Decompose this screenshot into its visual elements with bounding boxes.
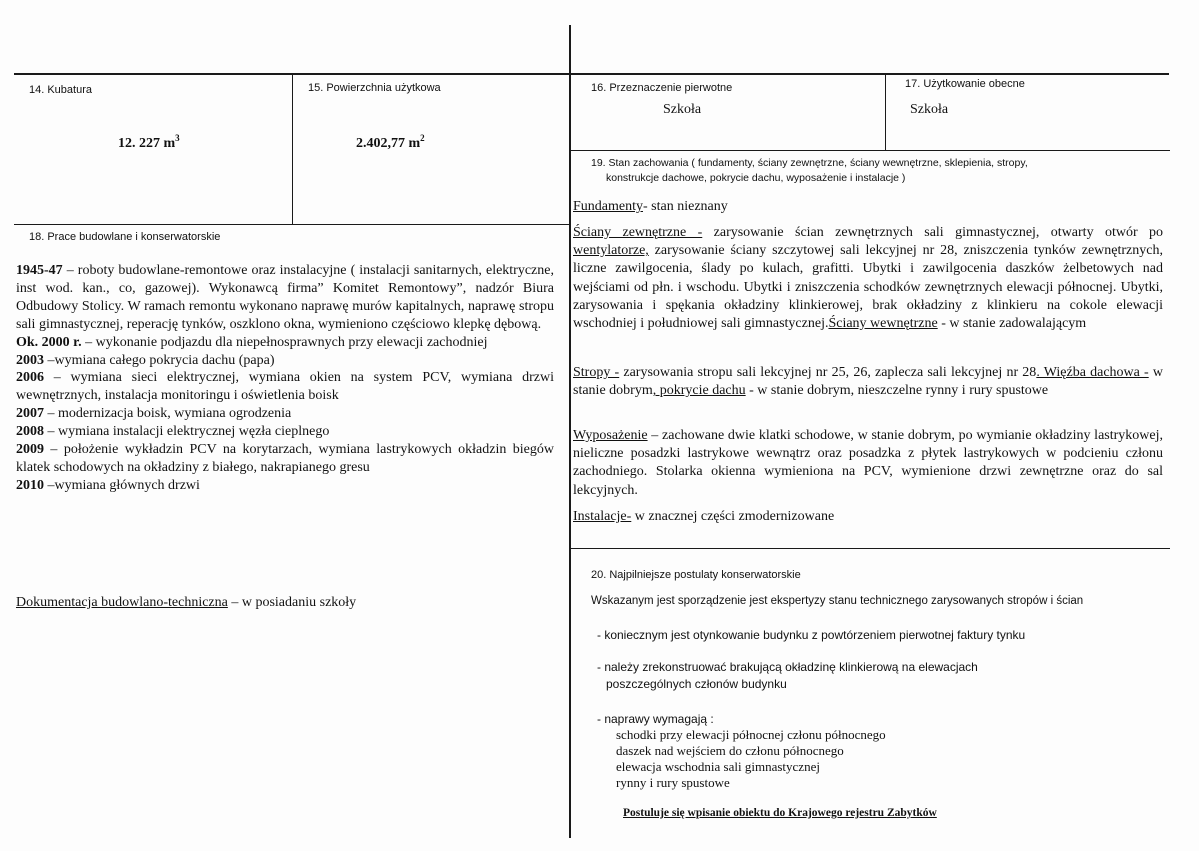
- left-mid-rule: [14, 224, 569, 225]
- powierzchnia-label: 15. Powierzchnia użytkowa: [308, 82, 441, 94]
- dokumentacja-line: Dokumentacja budowlano-techniczna – w posiadaniu szkoły: [16, 595, 357, 610]
- fundamenty-line: Fundamenty- stan nieznany: [573, 199, 728, 214]
- uzytkowanie-value: Szkoła: [910, 102, 949, 117]
- stan-label-line2: konstrukcje dachowe, pokrycie dachu, wyposażenie i instalacje ): [606, 172, 906, 184]
- right-box-divider: [885, 74, 886, 150]
- postulaty-item: elewacja wschodnia sali gimnastycznej: [616, 759, 820, 774]
- postulaty-label: 20. Najpilniejsze postulaty konserwatorskie: [591, 569, 801, 581]
- postulaty-naprawy: - naprawy wymagają :: [597, 712, 714, 726]
- postulaty-line3b: poszczególnych członów budynku: [606, 677, 787, 691]
- stan-label-line1: 19. Stan zachowania ( fundamenty, ściany zewnętrzne, ściany wewnętrzne, sklepienia, stropy,: [591, 157, 1028, 169]
- prace-label: 18. Prace budowlane i konserwatorskie: [29, 231, 221, 243]
- kubatura-value: 12. 227 $m^3$: [118, 133, 180, 151]
- postulaty-final: Postuluje się wpisanie obiektu do Krajowego rejestru Zabytków: [623, 807, 937, 819]
- postulaty-item: rynny i rury spustowe: [616, 775, 730, 790]
- postulaty-line2: - koniecznym jest otynkowanie budynku z powtórzeniem pierwotnej faktury tynku: [597, 628, 1026, 642]
- uzytkowanie-label: 17. Użytkowanie obecne: [905, 78, 1025, 90]
- prace-entry: Ok. 2000 r. – wykonanie podjazdu dla niepełnosprawnych przy elewacji zachodniej: [16, 334, 488, 350]
- postulaty-item: daszek nad wejściem do członu północnego: [616, 743, 844, 758]
- prace-entry: 2003 –wymiana całego pokrycia dachu (papa): [16, 352, 275, 368]
- przeznaczenie-value: Szkoła: [663, 102, 702, 117]
- przeznaczenie-label: 16. Przeznaczenie pierwotne: [591, 82, 733, 94]
- right-mid-rule: [570, 150, 1170, 151]
- stropy-para: Stropy - zarysowania stropu sali lekcyjnej nr 25, 26, zaplecza sali lekcyjnej nr 28. Więźba dachowa - w stanie dobrym, pokrycie dachu - w stanie dobrym, nieszczelne rynny i rury spustowe: [573, 365, 1163, 399]
- kubatura-label: 14. Kubatura: [29, 84, 92, 96]
- prace-entry: 2009 – położenie wykładzin PCV na korytarzach, wymiana lastrykowych okładzin biegów klatek schodowych na okładziny z białego, nakrapianego gresu: [16, 442, 554, 475]
- instalacje-line: Instalacje- w znacznej części zmodernizowane: [573, 509, 835, 524]
- prace-entry: 2008 – wymiana instalacji elektrycznej węzła cieplnego: [16, 424, 330, 440]
- powierzchnia-value: 2.402,77 $m^2$: [356, 133, 425, 151]
- prace-intro: 1945-47 – roboty budowlane-remontowe oraz instalacyjne ( instalacji sanitarnych, elektryczne, inst wod. kan., co, gazowej). Wykonawcą firma” Komitet Remontowy”, nadzór Biura Odbudowy Stolicy. W ramach remontu wykonano naprawę murów kapitalnych, naprawę stropu sali gimnastycznej, reperację tynków, oszklono okna, wymieniono częściowo klepkę dębową.: [16, 263, 554, 332]
- wyposazenie-para: Wyposażenie – zachowane dwie klatki schodowe, w stanie dobrym, po wymianie okładziny lastrykowej, nieliczne posadzki lastrykowe wewnątrz oraz posadzka z płytek lastrykowych w podcieniu członu zachodniego. Stolarka okienna wymieniona na PCV, wymienione drzwi zewnętrzne oraz do sal lekcyjnych.: [573, 428, 1163, 498]
- prace-body: [16, 262, 554, 495]
- sciany-zewnetrzne-para: Ściany zewnętrzne - zarysowanie ścian zewnętrznych sali gimnastycznej, otwarty otwór po wentylatorze, zarysowanie ściany szczytowej sali lekcyjnej nr 28, zniszczenia tynków zewnętrznych, liczne zawilgocenia, ślady po kulach, grafitti. Ubytki i zawilgocenia daszków żelbetowych nad wejściami od płn. i wschodu. Ubytki i zniszczenia schodków zewnętrznych elewacji północnej. Ubytki, zarysowania i spękania okładziny klinkierowej, brak okładziny z klinkieru na cokole elewacji wschodniej i południowej sali gimnastycznej.Ściany wewnętrzne - w stanie zadowalającym: [573, 225, 1164, 332]
- left-box-divider: [292, 74, 293, 224]
- postulaty-line3a: - należy zrekonstruować brakującą okładzinę klinkierową na elewacjach: [597, 660, 978, 674]
- postulaty-item: schodki przy elewacji północnej członu północnego: [616, 727, 886, 742]
- center-vertical-rule: [569, 25, 571, 838]
- postulaty-line1: Wskazanym jest sporządzenie jest ekspertyzy stanu technicznego zarysowanych stropów i ścian: [591, 595, 1084, 607]
- prace-entry: 2007 – modernizacja boisk, wymiana ogrodzenia: [16, 406, 292, 422]
- prace-entry: 2006 – wymiana sieci elektrycznej, wymiana okien na system PCV, wymiana drzwi wewnętrznych, instalacja monitoringu i oświetlenia boisk: [16, 370, 554, 404]
- right-lower-rule: [570, 548, 1170, 549]
- prace-entry: 2010 –wymiana głównych drzwi: [16, 477, 200, 493]
- top-horizontal-rule: [14, 73, 1169, 75]
